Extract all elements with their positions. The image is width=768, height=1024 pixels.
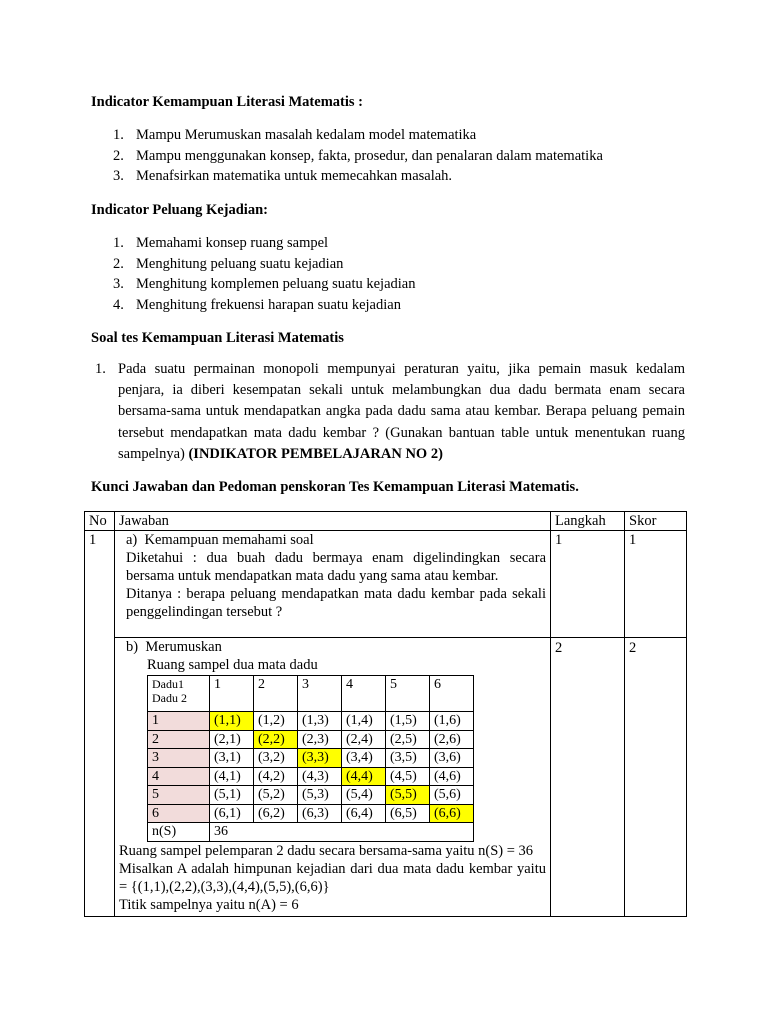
- grid-cell: (4,1): [210, 767, 254, 786]
- grid-row: [148, 786, 474, 805]
- grid-ns-label: n(S): [148, 823, 210, 842]
- grid-cell-twin: (4,4): [342, 767, 386, 786]
- part-b-titik-sampel: Titik sampelnya yaitu n(A) = 6: [119, 896, 299, 913]
- grid-cell: (4,5): [386, 767, 430, 786]
- part-a-title-line: [119, 531, 546, 549]
- grid-cell: (2,1): [210, 730, 254, 749]
- grid-cell: (1,2): [254, 712, 298, 731]
- list-item: 1. Memahami konsep ruang sampel: [113, 235, 329, 251]
- soal-text: Pada suatu permainan monopoli mempunyai peraturan yaitu, jika pemain masuk kedalam penjara, ia diberi kesempatan sekali untuk melambungkan dua dadu bermata enam secara bersama-sama untuk mendapatkan angka pada dadu sama atau kembar. Berapa peluang pemain tersebut mendapatkan mata dadu kembar ? (Gunakan bantuan table untuk menentukan ruang sampelnya): [118, 361, 685, 462]
- list-indicator-literasi: [91, 125, 603, 187]
- grid-header-row: [148, 676, 474, 712]
- grid-row-label: 6: [148, 804, 210, 823]
- row-number: 1: [85, 531, 115, 917]
- table-header-row: [85, 512, 687, 531]
- grid-ns-row: [148, 823, 474, 842]
- part-a-skor: 1: [625, 531, 687, 638]
- part-b-skor: 2: [625, 638, 687, 917]
- grid-cell: (2,6): [430, 730, 474, 749]
- grid-row: [148, 767, 474, 786]
- grid-cell: (3,6): [430, 749, 474, 768]
- list-indicator-peluang: [91, 233, 415, 315]
- part-b-title-line: [119, 638, 546, 656]
- grid-row: [148, 730, 474, 749]
- grid-row: [148, 804, 474, 823]
- grid-col-header: 6: [430, 676, 474, 712]
- grid-cell: (5,3): [298, 786, 342, 805]
- grid-cell: (6,5): [386, 804, 430, 823]
- grid-cell-twin: (3,3): [298, 749, 342, 768]
- list-item: 1. Mampu Merumuskan masalah kedalam model matematika: [113, 127, 477, 143]
- grid-cell: (3,1): [210, 749, 254, 768]
- grid-cell-twin: (2,2): [254, 730, 298, 749]
- grid-col-header: 2: [254, 676, 298, 712]
- part-b-ruang-sampel: Ruang sampel pelemparan 2 dadu secara bersama-sama yaitu n(S) = 36: [119, 842, 534, 859]
- grid-cell-twin: (6,6): [430, 804, 474, 823]
- grid-ns-value: 36: [210, 823, 474, 842]
- grid-cell: (4,2): [254, 767, 298, 786]
- grid-cell: (3,2): [254, 749, 298, 768]
- table-row: [85, 531, 687, 638]
- grid-cell: (1,4): [342, 712, 386, 731]
- soal-text-block: [118, 359, 685, 465]
- grid-row-label: 1: [148, 712, 210, 731]
- grid-cell: (6,4): [342, 804, 386, 823]
- table-row: [85, 638, 687, 917]
- grid-cell: (2,4): [342, 730, 386, 749]
- soal-indicator-tag: (INDIKATOR PEMBELAJARAN NO 2): [188, 445, 443, 462]
- grid-col-header: 3: [298, 676, 342, 712]
- grid-cell: (2,5): [386, 730, 430, 749]
- part-b-cell: [115, 638, 551, 917]
- grid-row: [148, 749, 474, 768]
- part-b-subtitle: Ruang sampel dua mata dadu: [147, 657, 318, 673]
- grid-cell: (5,6): [430, 786, 474, 805]
- answer-key-table: [84, 511, 687, 917]
- list-item: 4. Menghitung frekuensi harapan suatu kejadian: [113, 296, 401, 313]
- grid-cell: (6,3): [298, 804, 342, 823]
- grid-row-label: 2: [148, 730, 210, 749]
- corner-dadu2: Dadu 2: [152, 691, 187, 705]
- grid-col-header: 4: [342, 676, 386, 712]
- grid-cell: (4,3): [298, 767, 342, 786]
- list-item: 3. Menghitung komplemen peluang suatu kejadian: [113, 276, 416, 292]
- part-a-diketahui: Diketahui : dua buah dadu bermaya enam digelindingkan secara bersama untuk mendapatkan mata dadu yang sama atau kembar.: [126, 550, 546, 584]
- grid-cell: (6,2): [254, 804, 298, 823]
- grid-cell: (6,1): [210, 804, 254, 823]
- grid-col-header: 1: [210, 676, 254, 712]
- header-no: No: [85, 512, 115, 531]
- part-a-title: Kemampuan memahami soal: [144, 532, 314, 548]
- soal-number: 1.: [95, 361, 106, 377]
- list-item: 3. Menafsirkan matematika untuk memecahkan masalah.: [113, 168, 453, 184]
- part-a-cell: [115, 531, 551, 638]
- heading-indicator-literasi: Indicator Kemampuan Literasi Matematis :: [91, 94, 363, 110]
- part-a-ditanya: Ditanya : berapa peluang mendapatkan mata dadu kembar pada sekali penggelindingan tersebut ?: [126, 586, 546, 620]
- soal-question: [91, 359, 685, 465]
- part-b-langkah: 2: [551, 638, 625, 917]
- grid-cell: (1,3): [298, 712, 342, 731]
- grid-cell: (5,2): [254, 786, 298, 805]
- list-item: 2. Mampu menggunakan konsep, fakta, prosedur, dan penalaran dalam matematika: [113, 147, 603, 164]
- grid-cell: (3,4): [342, 749, 386, 768]
- part-a-label: a): [126, 532, 138, 548]
- heading-indicator-peluang: Indicator Peluang Kejadian:: [91, 202, 268, 218]
- part-a-langkah: 1: [551, 531, 625, 638]
- header-jawaban: Jawaban: [115, 512, 551, 531]
- grid-cell: (5,4): [342, 786, 386, 805]
- grid-cell-twin: (5,5): [386, 786, 430, 805]
- grid-cell: (2,3): [298, 730, 342, 749]
- grid-cell: (3,5): [386, 749, 430, 768]
- grid-row: [148, 712, 474, 731]
- heading-soal: Soal tes Kemampuan Literasi Matematis: [91, 330, 344, 346]
- grid-cell: (1,6): [430, 712, 474, 731]
- grid-cell: (5,1): [210, 786, 254, 805]
- grid-corner: [148, 676, 210, 712]
- list-item: 2. Menghitung peluang suatu kejadian: [113, 255, 344, 272]
- grid-cell: (4,6): [430, 767, 474, 786]
- part-b-misalkan: Misalkan A adalah himpunan kejadian dari dua mata dadu kembar yaitu = {(1,1),(2,2),(3,3),(4,4),(5,5),(6,6)}: [119, 860, 546, 895]
- grid-row-label: 4: [148, 767, 210, 786]
- part-b-title: Merumuskan: [145, 639, 222, 655]
- part-b-label: b): [126, 639, 139, 655]
- corner-dadu1: Dadu1: [152, 677, 184, 691]
- header-langkah: Langkah: [551, 512, 625, 531]
- grid-cell: (1,5): [386, 712, 430, 731]
- heading-kunci: Kunci Jawaban dan Pedoman penskoran Tes Kemampuan Literasi Matematis.: [91, 479, 579, 495]
- sample-space-table: [147, 675, 474, 842]
- grid-row-label: 5: [148, 786, 210, 805]
- grid-row-label: 3: [148, 749, 210, 768]
- grid-cell-twin: (1,1): [210, 712, 254, 731]
- header-skor: Skor: [625, 512, 687, 531]
- grid-col-header: 5: [386, 676, 430, 712]
